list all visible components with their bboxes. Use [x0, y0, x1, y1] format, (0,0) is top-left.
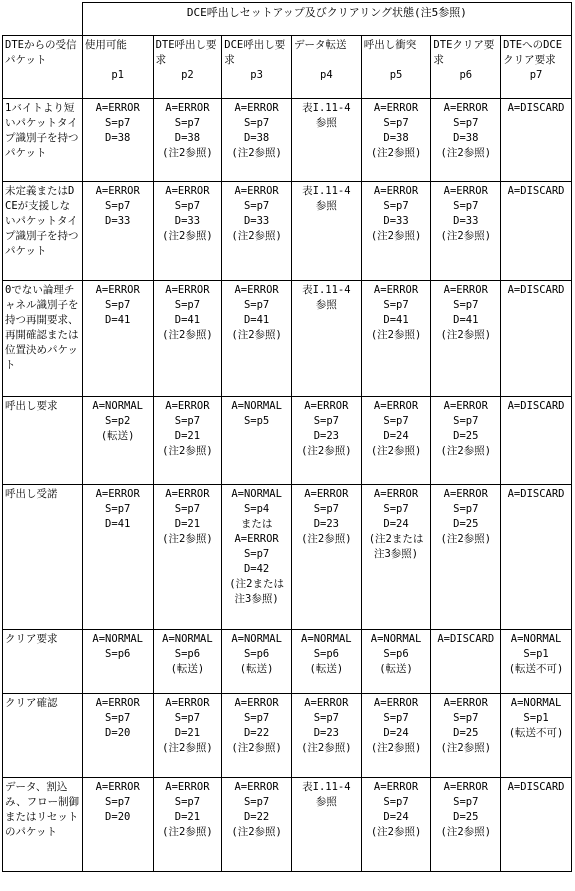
- table-row: [3, 630, 572, 694]
- table-cell: A=ERROR S=p7 D=38: [82, 99, 153, 182]
- column-header-p2: [153, 36, 222, 99]
- table-cell: A=ERROR S=p7 D=21 (注2参照): [153, 397, 222, 485]
- table-cell: A=ERROR S=p7 D=22 (注2参照): [222, 778, 292, 872]
- table-row: [3, 778, 572, 872]
- table-cell: A=ERROR S=p7 D=22 (注2参照): [222, 694, 292, 778]
- table-cell: A=NORMAL S=p1 (転送不可): [501, 630, 572, 694]
- table-cell: A=ERROR S=p7 D=20: [82, 778, 153, 872]
- table-cell: A=ERROR S=p7 D=38 (注2参照): [361, 99, 431, 182]
- table-cell: A=NORMAL S=p2 (転送): [82, 397, 153, 485]
- column-header-p1: [82, 36, 153, 99]
- row-label: 呼出し要求: [3, 397, 83, 485]
- column-header-code: p2: [181, 69, 194, 81]
- table-cell: 表I.11-4 参照: [291, 778, 361, 872]
- table-cell: A=NORMAL S=p6 (転送): [153, 630, 222, 694]
- table-cell: A=ERROR S=p7 D=41 (注2参照): [431, 281, 501, 397]
- table-cell: A=ERROR S=p7 D=38 (注2参照): [431, 99, 501, 182]
- table-cell: A=ERROR S=p7 D=41 (注2参照): [361, 281, 431, 397]
- row-label: 1バイトより短いパケットタイプ識別子を持つパケット: [3, 99, 83, 182]
- column-header-name: DCE呼出し要求: [224, 39, 286, 66]
- table-cell: A=ERROR S=p7 D=41: [82, 485, 153, 630]
- table-cell: A=ERROR S=p7 D=38 (注2参照): [222, 99, 292, 182]
- table-row: [3, 397, 572, 485]
- row-label: クリア要求: [3, 630, 83, 694]
- table-cell: A=ERROR S=p7 D=21 (注2参照): [153, 778, 222, 872]
- table-cell: A=DISCARD: [501, 281, 572, 397]
- table-cell: A=ERROR S=p7 D=33 (注2参照): [222, 182, 292, 281]
- column-header-code: p4: [320, 69, 333, 81]
- column-header-row: [3, 36, 572, 99]
- table-cell: A=DISCARD: [431, 630, 501, 694]
- table-cell: A=ERROR S=p7 D=23 (注2参照): [291, 694, 361, 778]
- table-cell: A=NORMAL S=p6 (転送): [361, 630, 431, 694]
- table-body: [3, 99, 572, 872]
- table-cell: A=ERROR S=p7 D=24 (注2参照): [361, 694, 431, 778]
- table-cell: A=NORMAL S=p6 (転送): [222, 630, 292, 694]
- table-cell: A=NORMAL S=p6: [82, 630, 153, 694]
- table-row: [3, 182, 572, 281]
- column-header-name: DTEへのDCEクリア要求: [503, 39, 563, 66]
- table-cell: A=ERROR S=p7 D=21 (注2参照): [153, 694, 222, 778]
- table-cell: A=NORMAL S=p1 (転送不可): [501, 694, 572, 778]
- state-table: [2, 2, 572, 872]
- column-header-name: データ転送: [293, 39, 347, 51]
- table-row: [3, 485, 572, 630]
- column-header-code: p6: [459, 69, 473, 81]
- table-cell: A=DISCARD: [501, 485, 572, 630]
- table-cell: A=ERROR S=p7 D=24 (注2参照): [361, 778, 431, 872]
- column-header-name: DTEクリア要求: [433, 39, 495, 66]
- table-cell: A=ERROR S=p7 D=33 (注2参照): [431, 182, 501, 281]
- table-row: [3, 99, 572, 182]
- table-cell: A=ERROR S=p7 D=41 (注2参照): [222, 281, 292, 397]
- table-cell: A=ERROR S=p7 D=25 (注2参照): [431, 397, 501, 485]
- column-header-name: 呼出し衝突: [363, 39, 417, 51]
- table-cell: A=ERROR S=p7 D=23 (注2参照): [291, 397, 361, 485]
- column-header-code: p1: [111, 69, 125, 81]
- table-cell: A=ERROR S=p7 D=25 (注2参照): [431, 778, 501, 872]
- row-label: 未定義またはDCEが支援しないパケットタイプ識別子を持つパケット: [3, 182, 83, 281]
- column-header-name: DTE呼出し要求: [155, 39, 217, 66]
- table-cell: A=ERROR S=p7 D=41: [82, 281, 153, 397]
- table-cell: A=NORMAL S=p5: [222, 397, 292, 485]
- table-cell: 表I.11-4 参照: [291, 99, 361, 182]
- table-cell: 表I.11-4 参照: [291, 182, 361, 281]
- table-cell: A=ERROR S=p7 D=24 (注2参照): [361, 397, 431, 485]
- title-row: [3, 3, 572, 36]
- table-cell: A=NORMAL S=p6 (転送): [291, 630, 361, 694]
- table-title: DCE呼出しセットアップ及びクリアリング状態(注5参照): [82, 3, 571, 36]
- table-cell: A=ERROR S=p7 D=21 (注2参照): [153, 485, 222, 630]
- column-header-code: p5: [389, 69, 403, 81]
- table-cell: A=ERROR S=p7 D=33 (注2参照): [361, 182, 431, 281]
- row-label: クリア確認: [3, 694, 83, 778]
- table-cell: A=DISCARD: [501, 778, 572, 872]
- table-cell: A=NORMAL S=p4 または A=ERROR S=p7 D=42 (注2または 注3参照): [222, 485, 292, 630]
- table-cell: A=DISCARD: [501, 182, 572, 281]
- table-cell: A=ERROR S=p7 D=33 (注2参照): [153, 182, 222, 281]
- table-row: [3, 281, 572, 397]
- table-cell: A=DISCARD: [501, 397, 572, 485]
- row-label: 呼出し受諾: [3, 485, 83, 630]
- row-label: 0でない論理チャネル識別子を持つ再開要求、再開確認または位置決めパケット: [3, 281, 83, 397]
- column-header-name: 使用可能: [84, 39, 127, 51]
- table-cell: A=ERROR S=p7 D=20: [82, 694, 153, 778]
- column-header-p5: [361, 36, 431, 99]
- column-header-p4: [291, 36, 361, 99]
- table-cell: 表I.11-4 参照: [291, 281, 361, 397]
- table-cell: A=ERROR S=p7 D=33: [82, 182, 153, 281]
- table-cell: A=ERROR S=p7 D=41 (注2参照): [153, 281, 222, 397]
- column-header-p3: [222, 36, 292, 99]
- table-row: [3, 694, 572, 778]
- table-cell: A=ERROR S=p7 D=25 (注2参照): [431, 485, 501, 630]
- row-label: データ、割込み、フロー制御またはリセットのパケット: [3, 778, 83, 872]
- corner-cell: [3, 3, 83, 36]
- table-cell: A=DISCARD: [501, 99, 572, 182]
- table-cell: A=ERROR S=p7 D=24 (注2または 注3参照): [361, 485, 431, 630]
- column-header-p7: [501, 36, 572, 99]
- column-header-code: p7: [529, 69, 543, 81]
- table-cell: A=ERROR S=p7 D=25 (注2参照): [431, 694, 501, 778]
- table-cell: A=ERROR S=p7 D=38 (注2参照): [153, 99, 222, 182]
- table-cell: A=ERROR S=p7 D=23 (注2参照): [291, 485, 361, 630]
- row-header-label: DTEからの受信パケット: [3, 36, 83, 99]
- column-header-p6: [431, 36, 501, 99]
- column-header-code: p3: [250, 69, 263, 81]
